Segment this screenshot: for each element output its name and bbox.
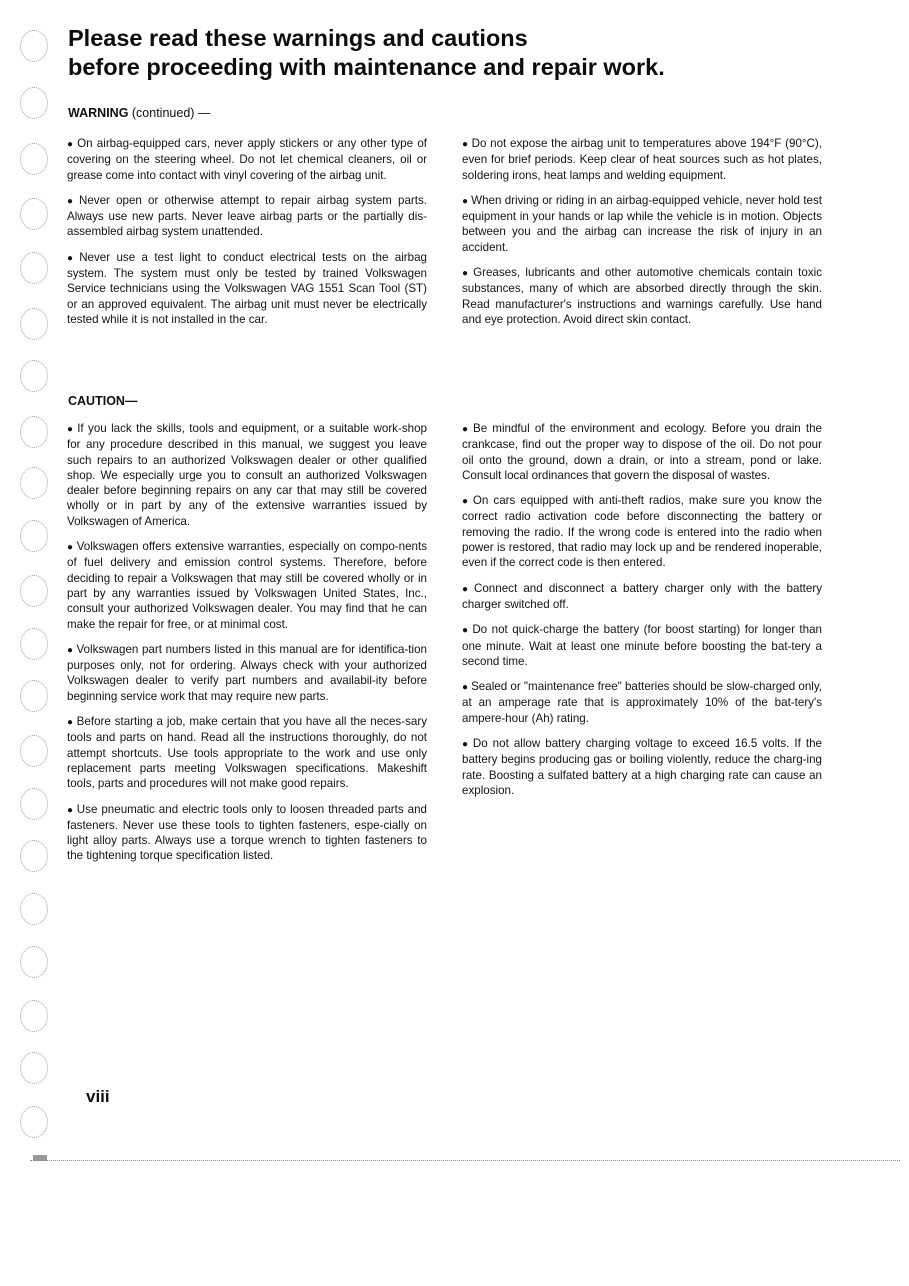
caution-item: ● Sealed or "maintenance free" batteries should be slow-charged only, at an amperage rate that is approximately 10% of the bat-tery's ampere-hour (Ah) rating. — [462, 680, 822, 725]
page-number: viii — [86, 1087, 110, 1106]
bullet-icon: ● — [462, 424, 470, 435]
warning-item: ● Never open or otherwise attempt to repair airbag system parts. Always use new parts. Never leave airbag parts or the partially dis-assembled airbag system unattended. — [67, 193, 427, 239]
page-title-line-1: Please read these warnings and cautions — [68, 25, 528, 51]
bullet-icon: ● — [67, 542, 74, 554]
caution-right-column — [462, 421, 822, 808]
caution-item: ● If you lack the skills, tools and equipment, or a suitable work-shop for any procedure described in this manual, we suggest you leave such repairs to an authorized Volkswagen dealer or other qualified shop. We especially urge you to consult an authorized Volkswagen dealer before beginning repairs on any car that may still be covered wholly or in part by any of the extensive warranties issued by Volkswagen of America. — [67, 422, 427, 528]
bullet-icon: ● — [67, 424, 75, 435]
bullet-icon: ● — [67, 252, 77, 264]
bullet-icon: ● — [67, 804, 74, 816]
warning-item: ● Greases, lubricants and other automotive chemicals contain toxic substances, many of which are absorbed directly through the skin. Read manufacturer's instructions and warnings carefully. Use hand and eye protection. Avoid direct skin contact. — [462, 266, 822, 326]
warning-left-column — [67, 136, 427, 337]
bullet-icon: ● — [462, 195, 469, 207]
binder-hole-icon — [20, 893, 48, 925]
caution-item: ● Connect and disconnect a battery charger only with the battery charger switched off. — [462, 581, 822, 611]
binder-hole-icon — [20, 87, 48, 119]
binder-hole-icon — [20, 308, 48, 340]
bottom-divider — [30, 1160, 900, 1161]
bullet-icon: ● — [67, 139, 75, 150]
caution-left-column — [67, 421, 427, 874]
warning-item: ● Never use a test light to conduct electrical tests on the airbag system. The system must only be tested by trained Volkswagen Service technicians using the Volkswagen VAG 1551 Scan Tool (ST) or an approved equivalent. The airbag unit must never be electrically tested while it is not installed in the car. — [67, 250, 427, 326]
caution-item: ● Before starting a job, make certain that you have all the neces-sary tools and parts on hand. Read all the instructions thoroughly, do not attempt shortcuts. Use tools appropriate to the work and use only replacement parts meeting Volkswagen specifications. Makeshift tools, parts and procedures will not make good repairs. — [67, 715, 427, 791]
warning-label: WARNING — [68, 106, 129, 120]
warning-suffix: (continued) — — [128, 106, 211, 120]
bullet-icon: ● — [462, 496, 470, 508]
bullet-icon: ● — [462, 268, 471, 280]
caution-item: ● Do not allow battery charging voltage to exceed 16.5 volts. If the battery begins producing gas or boiling violently, reduce the charg-ing rate. Boosting a sulfated battery at a high charging rate can cause an explosion. — [462, 737, 822, 797]
binder-hole-icon — [20, 467, 48, 499]
binder-hole-icon — [20, 360, 48, 392]
page-title — [68, 24, 868, 82]
bullet-icon: ● — [462, 739, 470, 751]
binder-hole-icon — [20, 520, 48, 552]
binder-hole-icon — [20, 788, 48, 820]
binder-hole-icon — [20, 198, 48, 230]
binder-hole-icon — [20, 946, 48, 978]
caution-item: ● Use pneumatic and electric tools only to loosen threaded parts and fasteners. Never use these tools to tighten fasteners, espe-cially on light alloy parts. Always use a torque wrench to tighten fasteners to the tightening torque specification listed. — [67, 802, 427, 863]
caution-item: ● Be mindful of the environment and ecology. Before you drain the crankcase, find out the proper way to dispose of the oil. Do not pour oil onto the ground, down a drain, or into a stream, pond or lake. Consult local ordinances that govern the disposal of wastes. — [462, 422, 822, 482]
caution-item: ● Volkswagen offers extensive warranties, especially on compo-nents of fuel delivery and emission control systems. Therefore, before deciding to repair a Volkswagen that may still be covered wholly or in part by any warranties issued by Volkswagen United States, Inc., consult your authorized Volkswagen dealer. You may find that he can make the repair for free, or at minimal cost. — [67, 540, 427, 631]
binder-hole-icon — [20, 252, 48, 284]
warning-heading — [68, 106, 210, 120]
binder-hole-icon — [20, 1106, 48, 1138]
binder-hole-icon — [20, 30, 48, 62]
binder-hole-icon — [20, 143, 48, 175]
bullet-icon: ● — [462, 583, 471, 595]
bullet-icon: ● — [462, 625, 470, 637]
warning-item: ● When driving or riding in an airbag-equipped vehicle, never hold test equipment in your hands or lap while the vehicle is in motion. Objects between you and the airbag can increase the risk of injury in an accident. — [462, 193, 823, 254]
bullet-icon: ● — [67, 644, 74, 656]
binder-hole-icon — [20, 1000, 48, 1032]
warning-item: ● Do not expose the airbag unit to temperatures above 194°F (90°C), even for brief periods. Keep clear of heat sources such as hot plates, soldering irons, heat lamps and welding equipment. — [462, 137, 822, 182]
bullet-icon: ● — [462, 682, 469, 694]
caution-item: ● On cars equipped with anti-theft radios, make sure you know the correct radio activation code before disconnecting the battery or removing the radio. If the wrong code is entered into the radio when power is restored, that radio may lock up and be rendered inoperable, even if the correct code is then entered. — [462, 494, 822, 570]
caution-item: ● Volkswagen part numbers listed in this manual are for identifica-tion purposes only, not for ordering. Always check with your authorized Volkswagen dealer to verify part numbers and availabil-ity before beginning service work that may require new parts. — [67, 642, 427, 703]
bullet-icon: ● — [462, 139, 469, 150]
caution-label: CAUTION— — [68, 394, 138, 408]
binder-hole-icon — [20, 1052, 48, 1084]
warning-item: ● On airbag-equipped cars, never apply stickers or any other type of covering on the steering wheel. Do not let chemical cleaners, oil or grease come into contact with vinyl covering of the airbag unit. — [67, 137, 427, 182]
binder-hole-icon — [20, 628, 48, 660]
binder-hole-icon — [20, 416, 48, 448]
binder-hole-icon — [20, 680, 48, 712]
binder-holes — [16, 30, 56, 1140]
caution-heading — [68, 394, 137, 408]
page-title-line-2: before proceeding with maintenance and repair work. — [68, 54, 665, 80]
binder-hole-icon — [20, 575, 48, 607]
caution-item: ● Do not quick-charge the battery (for boost starting) for longer than one minute. Wait at least one minute before boosting the bat-tery a second time. — [462, 623, 822, 668]
bullet-icon: ● — [67, 717, 74, 729]
binder-hole-icon — [20, 735, 48, 767]
warning-right-column — [462, 136, 822, 337]
bullet-icon: ● — [67, 195, 76, 207]
binder-hole-icon — [20, 840, 48, 872]
